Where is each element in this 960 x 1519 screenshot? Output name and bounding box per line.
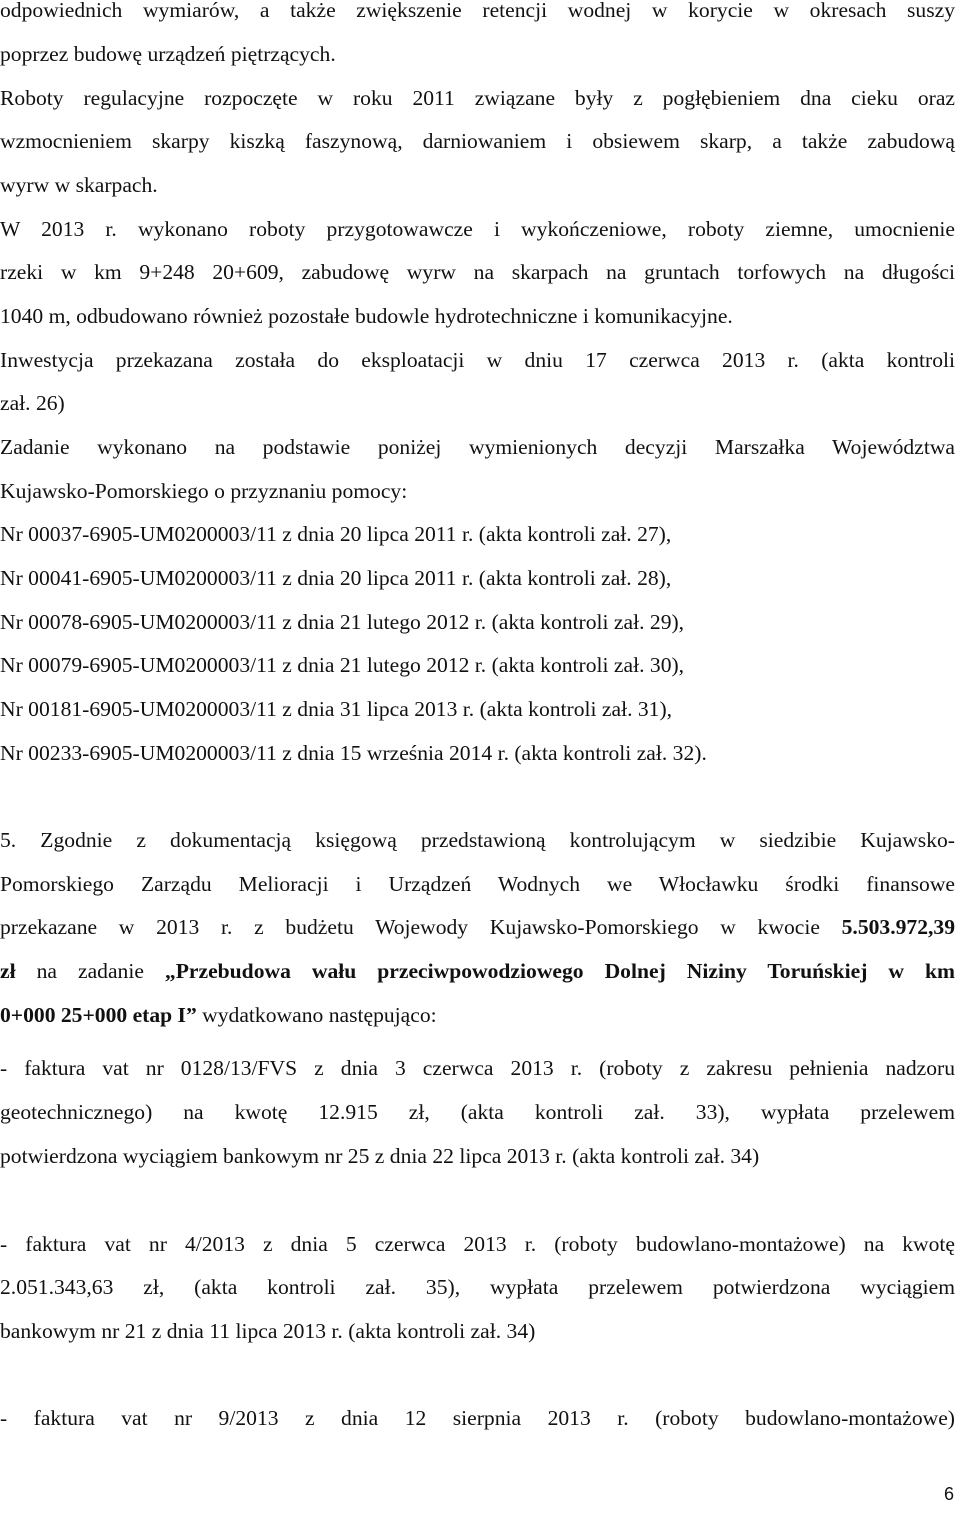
- invoice-line: bankowym nr 21 z dnia 11 lipca 2013 r. (akta kontroli zał. 34): [0, 1319, 536, 1343]
- text-line: zał. 26): [0, 391, 65, 415]
- text-line: 1040 m, odbudowano również pozostałe budowle hydrotechniczne i komunikacyjne.: [0, 304, 733, 328]
- text-line-task: [0, 956, 955, 986]
- text-line: poprzez budowę urządzeń piętrzących.: [0, 42, 336, 66]
- invoice-line: geotechnicznego) na kwotę 12.915 zł, (akta kontroli zał. 33), wypłata przelewem: [0, 1100, 955, 1124]
- text-line-task-end: [0, 1000, 955, 1030]
- text-line: Kujawsko-Pomorskiego o przyznaniu pomocy:: [0, 479, 408, 503]
- text-line: 5. Zgodnie z dokumentacją księgową przedstawioną kontrolującym w siedzibie Kujawsko-: [0, 828, 955, 852]
- text-line: Zadanie wykonano na podstawie poniżej wymienionych decyzji Marszałka Województwa: [0, 435, 955, 459]
- text-line-amount: [0, 912, 955, 942]
- currency-bold: zł: [0, 959, 16, 983]
- decision-line: Nr 00041-6905-UM0200003/11 z dnia 20 lipca 2011 r. (akta kontroli zał. 28),: [0, 566, 672, 590]
- text-line: W 2013 r. wykonano roboty przygotowawcze i wykończeniowe, roboty ziemne, umocnienie: [0, 217, 955, 241]
- text-line: Inwestycja przekazana została do eksploatacji w dniu 17 czerwca 2013 r. (akta kontroli: [0, 348, 955, 372]
- invoice-line: 2.051.343,63 zł, (akta kontroli zał. 35), wypłata przelewem potwierdzona wyciągiem: [0, 1275, 955, 1299]
- decision-line: Nr 00078-6905-UM0200003/11 z dnia 21 lutego 2012 r. (akta kontroli zał. 29),: [0, 610, 685, 634]
- decision-line: Nr 00037-6905-UM0200003/11 z dnia 20 lipca 2011 r. (akta kontroli zał. 27),: [0, 522, 672, 546]
- text-line: wyrw w skarpach.: [0, 173, 158, 197]
- task-title-bold: 0+000 25+000 etap I”: [0, 1003, 197, 1027]
- text-segment: wydatkowano następująco:: [196, 1003, 437, 1027]
- invoice-line: - faktura vat nr 9/2013 z dnia 12 sierpnia 2013 r. (roboty budowlano-montażowe): [0, 1406, 955, 1430]
- invoice-line: potwierdzona wyciągiem bankowym nr 25 z dnia 22 lipca 2013 r. (akta kontroli zał. 34): [0, 1144, 760, 1168]
- text-line: Roboty regulacyjne rozpoczęte w roku 2011 związane były z pogłębieniem dna cieku oraz: [0, 86, 955, 110]
- amount-bold: 5.503.972,39: [841, 915, 955, 939]
- task-title-bold: „Przebudowa wału przeciwpowodziowego Dolnej Niziny Toruńskiej w km: [164, 959, 955, 983]
- invoice-line: - faktura vat nr 0128/13/FVS z dnia 3 czerwca 2013 r. (roboty z zakresu pełnienia nadzoru: [0, 1056, 955, 1080]
- text-line: wzmocnieniem skarpy kiszką faszynową, darniowaniem i obsiewem skarp, a także zabudową: [0, 129, 955, 153]
- decision-line: Nr 00181-6905-UM0200003/11 z dnia 31 lipca 2013 r. (akta kontroli zał. 31),: [0, 697, 673, 721]
- text-line: Pomorskiego Zarządu Melioracji i Urządzeń Wodnych we Włocławku środki finansowe: [0, 872, 955, 896]
- text-segment: na zadanie: [15, 959, 165, 983]
- text-segment: przekazane w 2013 r. z budżetu Wojewody Kujawsko-Pomorskiego w kwocie: [0, 915, 842, 939]
- page-number: 6: [943, 1484, 954, 1504]
- decision-line: Nr 00233-6905-UM0200003/11 z dnia 15 września 2014 r. (akta kontroli zał. 32).: [0, 741, 707, 765]
- text-line: rzeki w km 9+248 20+609, zabudowę wyrw na skarpach na gruntach torfowych na długości: [0, 260, 955, 284]
- invoice-line: - faktura vat nr 4/2013 z dnia 5 czerwca 2013 r. (roboty budowlano-montażowe) na kwotę: [0, 1232, 955, 1256]
- text-line: odpowiednich wymiarów, a także zwiększenie retencji wodnej w korycie w okresach suszy: [0, 0, 955, 22]
- decision-line: Nr 00079-6905-UM0200003/11 z dnia 21 lutego 2012 r. (akta kontroli zał. 30),: [0, 653, 685, 677]
